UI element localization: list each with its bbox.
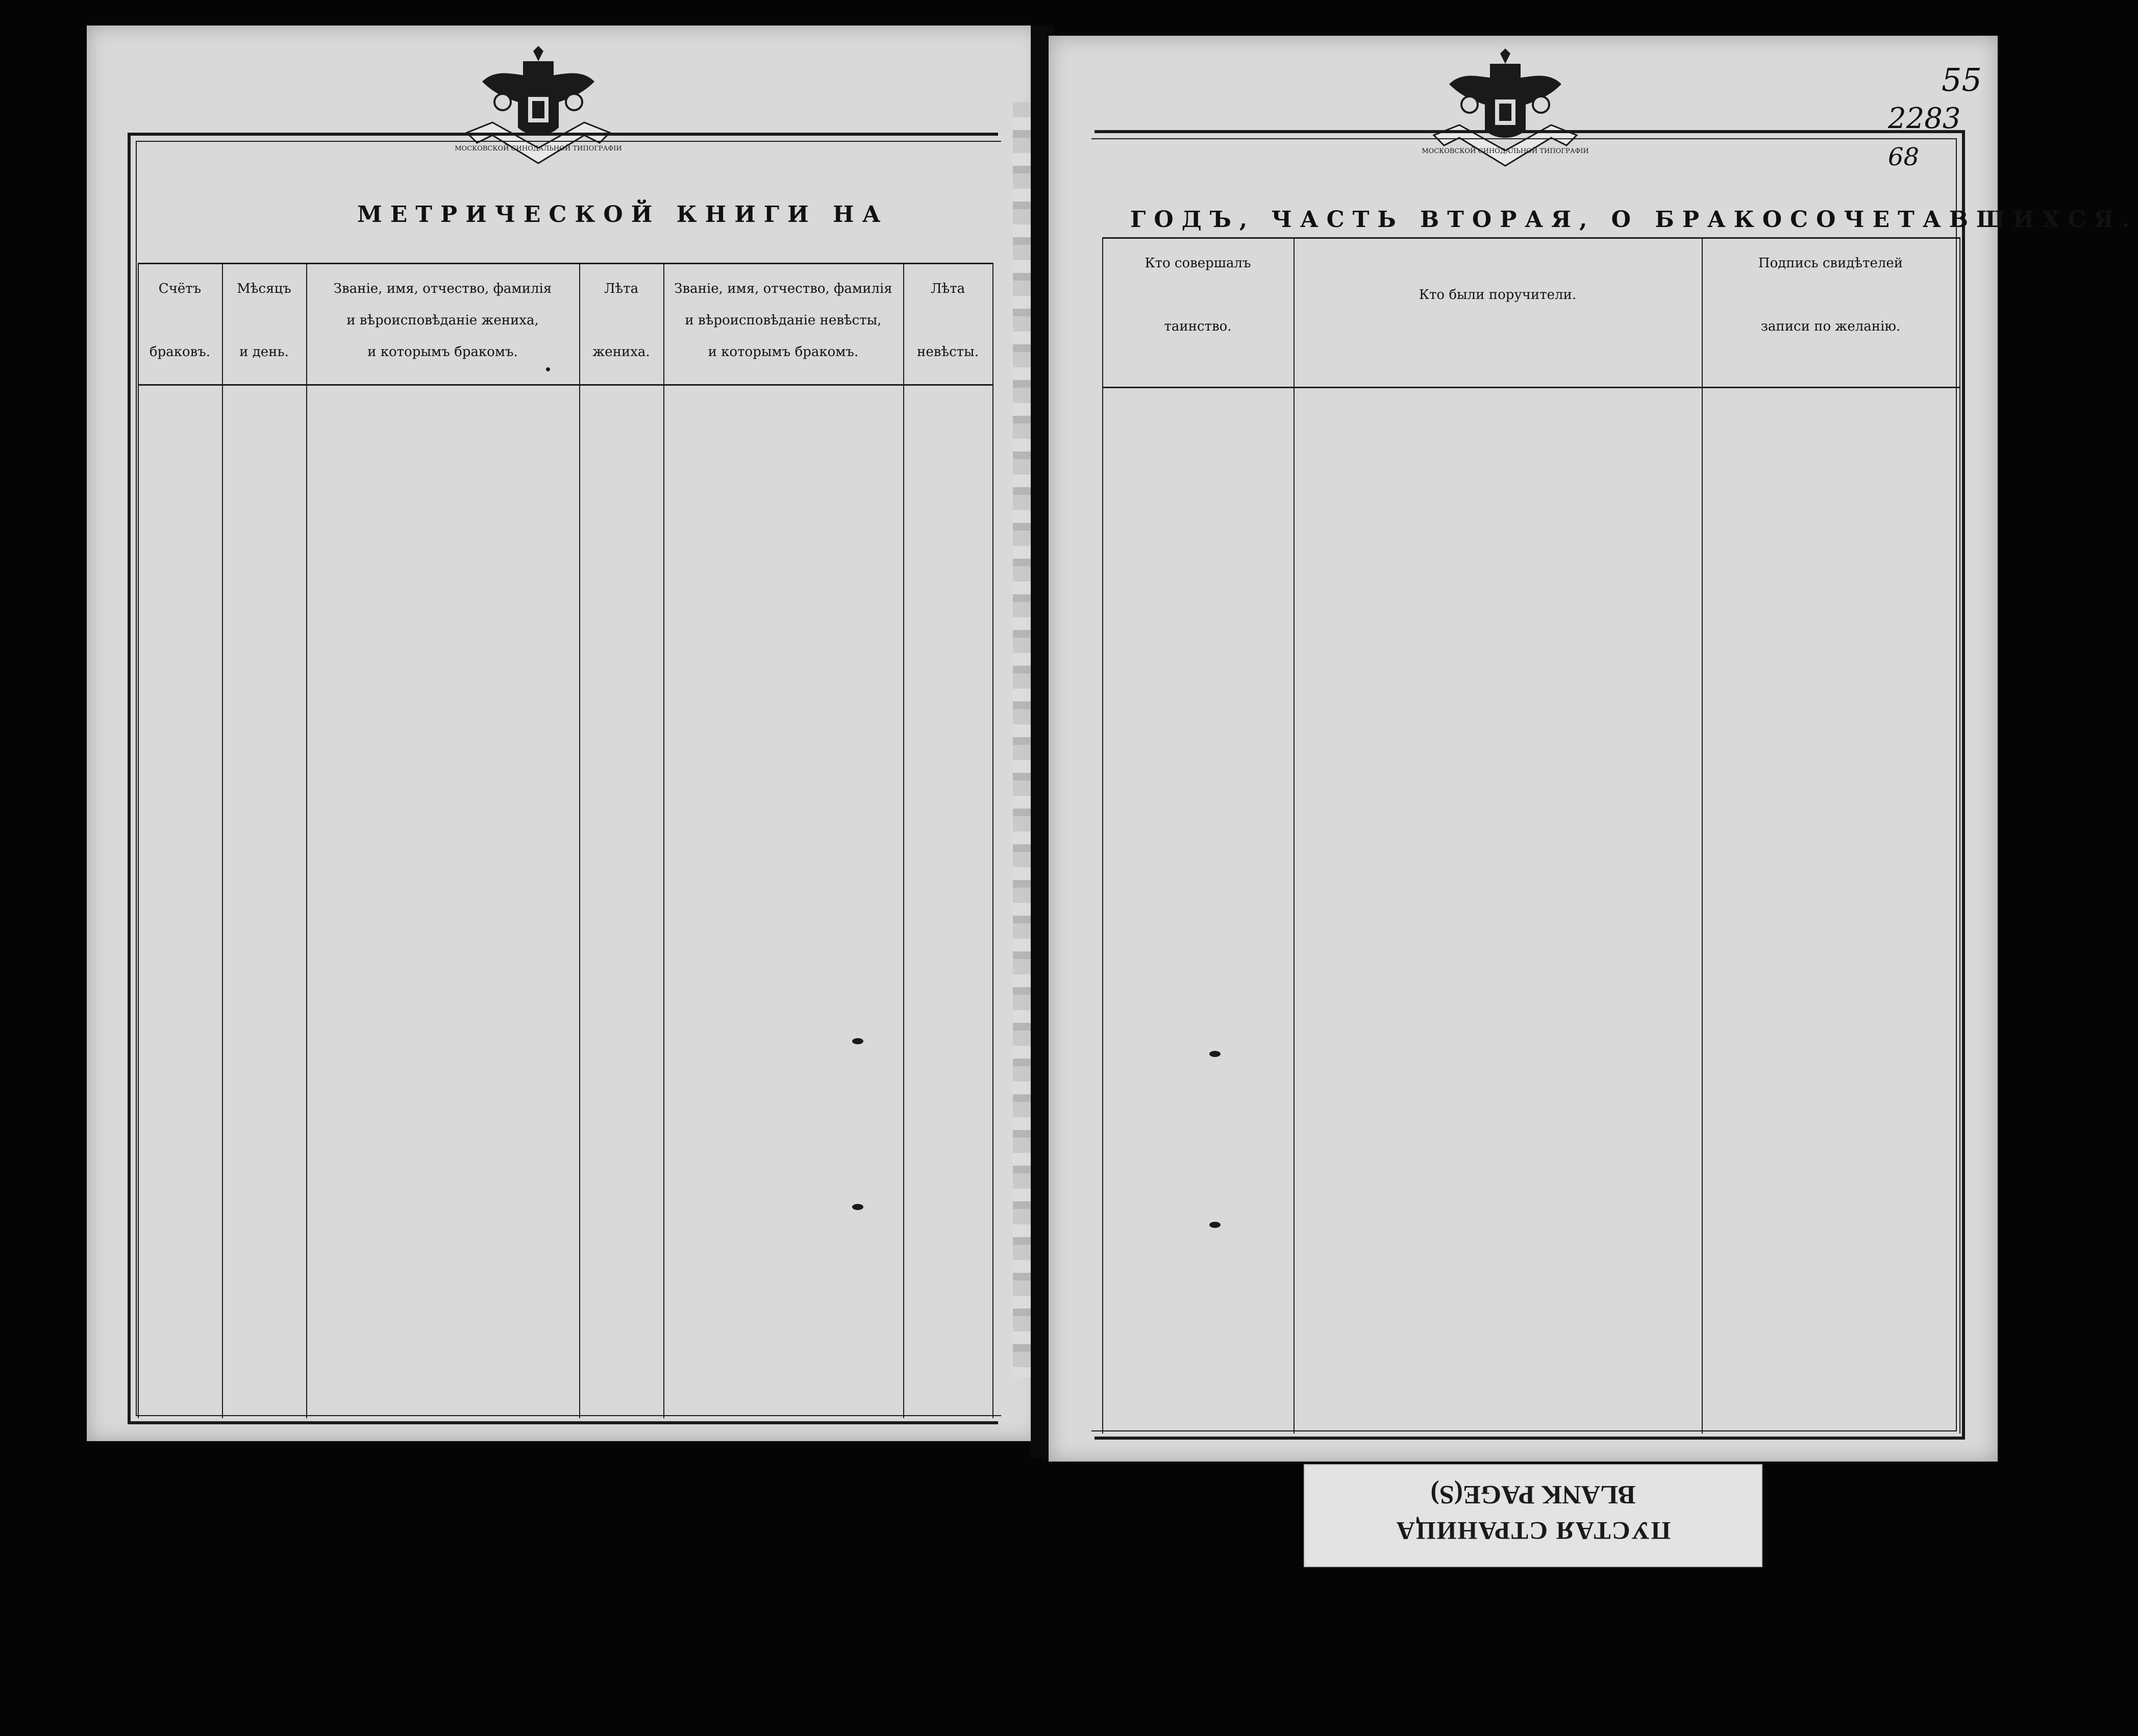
column-header-line: жениха. <box>592 344 650 360</box>
column-header-line: Подпись свидѣтелей <box>1758 256 1903 271</box>
archive-number: 2283 <box>1888 102 1961 135</box>
column-header-line: Счётъ <box>158 281 202 296</box>
emblem-ribbon-text: МОСКОВСКОЙ СИНОДАЛЬНОЙ ТИПОГРАФІИ <box>1422 147 1589 155</box>
right-page <box>1049 36 2138 1462</box>
column-header <box>306 273 579 368</box>
column-header-line: Лѣта <box>930 281 965 296</box>
column-header-line: Лѣта <box>604 281 639 296</box>
column-divider <box>1702 237 1703 1433</box>
column-divider <box>579 263 580 1418</box>
column-header-line: таинство. <box>1164 319 1232 334</box>
column-header-line <box>579 305 663 336</box>
column-header-line <box>138 305 222 336</box>
column-header-line <box>1702 279 1959 311</box>
blank-page-stamp <box>1304 1464 1762 1567</box>
folio-number: 55 <box>1942 61 1982 98</box>
damage-mark <box>852 1038 863 1044</box>
column-header <box>222 273 306 368</box>
column-header-line <box>1294 311 1702 342</box>
column-header-line <box>222 305 306 336</box>
ink-dot <box>546 367 550 371</box>
column-divider <box>138 263 139 1418</box>
column-header-line: и которымъ бракомъ. <box>708 344 859 360</box>
column-divider <box>306 263 307 1418</box>
left-page <box>87 26 1041 1441</box>
column-divider <box>1294 237 1295 1433</box>
column-divider <box>663 263 664 1418</box>
column-header <box>1702 247 1959 342</box>
column-header-line: невѣсты. <box>917 344 979 360</box>
right-page-title: ГОДЪ, ЧАСТЬ ВТОРАЯ, О БРАКОСОЧЕТАВШИХСЯ. <box>1130 207 2138 233</box>
column-divider <box>1959 237 1960 1433</box>
column-header-line: браковъ. <box>149 344 211 360</box>
column-header-line: Званіе, имя, отчество, фамилія <box>333 281 552 296</box>
column-header-line: записи по желанію. <box>1760 319 1901 334</box>
column-header-line: Званіе, имя, отчество, фамилія <box>674 281 892 296</box>
emblem-ribbon-text: МОСКОВСКОЙ СИНОДАЛЬНОЙ ТИПОГРАФІИ <box>455 145 622 153</box>
damage-mark <box>1209 1051 1221 1057</box>
damage-mark <box>852 1204 863 1210</box>
stamp-line-english: BLANK PAGE(S) <box>1430 1480 1636 1509</box>
column-divider <box>903 263 904 1418</box>
column-divider <box>1102 237 1103 1433</box>
column-header-line: и вѣроисповѣданіе невѣсты, <box>685 313 882 328</box>
column-header-line: Кто были поручители. <box>1419 287 1577 303</box>
column-divider <box>992 263 993 1418</box>
column-header <box>1294 247 1702 342</box>
stamp-line-russian: ПУСТАЯ СТРАНИЦА <box>1395 1517 1671 1545</box>
column-header-line <box>903 305 992 336</box>
column-header <box>1102 247 1294 342</box>
damage-mark <box>1209 1222 1221 1228</box>
column-header-line: Кто совершалъ <box>1145 256 1251 271</box>
page-number: 68 <box>1888 143 1920 171</box>
column-header-line: и вѣроисповѣданіе жениха, <box>346 313 539 328</box>
column-header <box>903 273 992 368</box>
column-header-line <box>1294 247 1702 279</box>
column-divider <box>222 263 223 1418</box>
column-header <box>579 273 663 368</box>
column-header <box>138 273 222 368</box>
column-header <box>663 273 903 368</box>
column-header-line: и которымъ бракомъ. <box>367 344 518 360</box>
column-header-line <box>1102 279 1294 311</box>
left-page-title: МЕТРИЧЕСКОЙ КНИГИ НА <box>357 202 889 228</box>
column-header-line: и день. <box>239 344 289 360</box>
column-header-line: Мѣсяцъ <box>237 281 291 296</box>
